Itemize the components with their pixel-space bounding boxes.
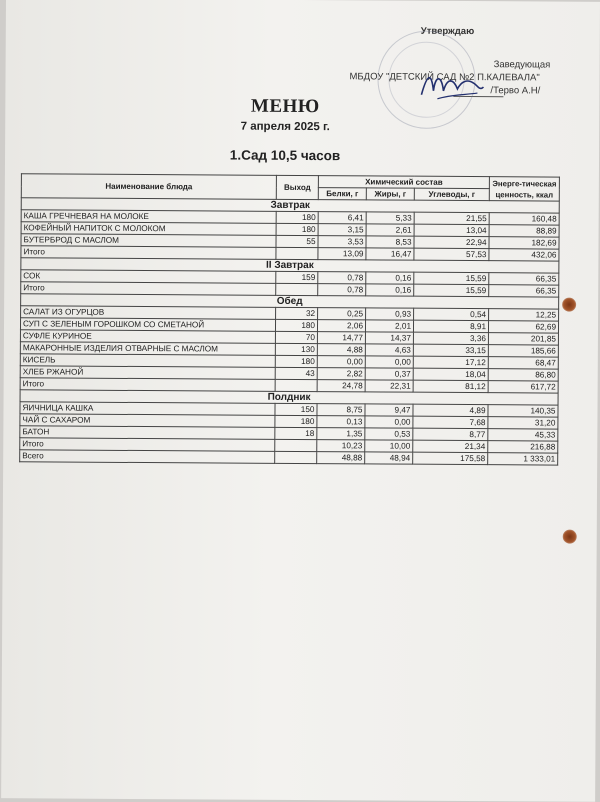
header-carbs: Углеводы, г <box>414 188 489 200</box>
stain-spot <box>562 298 576 312</box>
dish-name: КАША ГРЕЧНЕВАЯ НА МОЛОКЕ <box>21 210 276 224</box>
dish-output: 180 <box>276 223 318 235</box>
dish-carbs: 22,94 <box>414 236 489 248</box>
grand-total-carbs: 175,58 <box>413 452 488 464</box>
dish-carbs: 3,36 <box>413 332 488 344</box>
approval-title: Утверждаю <box>420 25 475 38</box>
dish-output: 180 <box>276 211 318 223</box>
stain-spot <box>563 530 577 544</box>
dish-name: СОК <box>21 270 276 284</box>
dish-fat: 2,01 <box>365 320 413 332</box>
menu-table <box>19 173 560 465</box>
dish-protein: 4,88 <box>317 344 365 356</box>
menu-sheet <box>1 0 600 802</box>
total-protein: 24,78 <box>317 380 365 392</box>
dish-fat: 14,37 <box>365 332 413 344</box>
dish-kcal: 66,35 <box>489 273 559 285</box>
total-protein: 10,23 <box>317 440 365 452</box>
dish-name: КОФЕЙНЫЙ НАПИТОК С МОЛОКОМ <box>21 222 276 236</box>
grand-total-row <box>20 450 558 465</box>
dish-kcal: 68,47 <box>488 357 558 369</box>
dish-protein: 0,13 <box>317 416 365 428</box>
total-output <box>276 247 318 259</box>
approval-block <box>346 20 576 97</box>
dish-carbs: 33,15 <box>413 344 488 356</box>
dish-protein: 3,15 <box>318 224 366 236</box>
dish-carbs: 8,77 <box>413 428 488 440</box>
dish-fat: 0,37 <box>365 368 413 380</box>
dish-name: ХЛЕБ РЖАНОЙ <box>20 366 275 380</box>
header-output: Выход <box>276 175 318 199</box>
approval-position: Заведующая <box>493 59 551 71</box>
total-fat: 0,16 <box>366 284 414 296</box>
grand-total-fat: 48,94 <box>365 452 413 464</box>
dish-protein: 1,35 <box>317 428 365 440</box>
dish-protein: 0,00 <box>317 356 365 368</box>
dish-kcal: 45,33 <box>488 429 558 441</box>
grand-total-protein: 48,88 <box>317 452 365 464</box>
dish-protein: 0,25 <box>318 308 366 320</box>
dish-name: САЛАТ ИЗ ОГУРЦОВ <box>21 306 276 320</box>
dish-protein: 6,41 <box>318 212 366 224</box>
total-output <box>276 283 318 295</box>
dish-carbs: 13,04 <box>414 224 489 236</box>
header-chem: Химический состав <box>318 176 489 189</box>
dish-kcal: 88,89 <box>489 225 559 237</box>
dish-fat: 0,53 <box>365 428 413 440</box>
dish-carbs: 21,55 <box>414 212 489 224</box>
dish-protein: 0,78 <box>318 272 366 284</box>
dish-output: 43 <box>275 367 317 379</box>
dish-kcal: 12,25 <box>489 309 559 321</box>
grand-total-label: Всего <box>20 450 275 464</box>
total-carbs: 15,59 <box>414 284 489 296</box>
menu-table-body <box>20 198 560 465</box>
dish-carbs: 17,12 <box>413 356 488 368</box>
dish-carbs: 4,89 <box>413 404 488 416</box>
dish-carbs: 18,04 <box>413 368 488 380</box>
page-title: МЕНЮ <box>250 95 320 118</box>
dish-kcal: 185,66 <box>488 345 558 357</box>
dish-output: 70 <box>275 331 317 343</box>
total-output <box>275 439 317 451</box>
dish-name: СУП С ЗЕЛЕНЫМ ГОРОШКОМ СО СМЕТАНОЙ <box>20 318 275 332</box>
dish-fat: 0,16 <box>366 272 414 284</box>
dish-fat: 4,63 <box>365 344 413 356</box>
total-label: Итого <box>20 378 275 392</box>
dish-fat: 0,00 <box>365 356 413 368</box>
section-title: II Завтрак <box>21 258 559 273</box>
approval-organization: МБДОУ "ДЕТСКИЙ САД №2 П.КАЛЕВАЛА" <box>349 71 540 84</box>
total-kcal: 617,72 <box>488 381 558 393</box>
dish-fat: 2,61 <box>366 224 414 236</box>
dish-name: СУФЛЕ КУРИНОЕ <box>20 330 275 344</box>
dish-output: 32 <box>276 307 318 319</box>
total-kcal: 216,88 <box>488 441 558 453</box>
approval-name: /Терво А.Н/ <box>490 85 541 97</box>
dish-fat: 0,93 <box>366 308 414 320</box>
total-kcal: 66,35 <box>489 285 559 297</box>
dish-kcal: 182,69 <box>489 237 559 249</box>
dish-output: 180 <box>275 319 317 331</box>
total-fat: 22,31 <box>365 380 413 392</box>
dish-kcal: 31,20 <box>488 417 558 429</box>
dish-kcal: 160,48 <box>489 213 559 225</box>
section-title: Завтрак <box>21 198 559 213</box>
dish-carbs: 8,91 <box>413 320 488 332</box>
total-label: Итого <box>21 246 276 260</box>
dish-name: ЯИЧНИЦА КАШКА <box>20 402 275 416</box>
grand-total-output <box>275 451 317 463</box>
dish-protein: 2,06 <box>317 320 365 332</box>
dish-protein: 2,82 <box>317 368 365 380</box>
dish-output: 159 <box>276 271 318 283</box>
dish-protein: 14,77 <box>317 332 365 344</box>
total-label: Итого <box>20 438 275 452</box>
header-fat: Жиры, г <box>366 188 414 200</box>
menu-date: 7 апреля 2025 г. <box>240 120 330 134</box>
dish-output: 180 <box>275 355 317 367</box>
dish-kcal: 62,69 <box>488 321 558 333</box>
dish-carbs: 15,59 <box>414 272 489 284</box>
total-protein: 13,09 <box>318 248 366 260</box>
dish-name: БУТЕРБРОД С МАСЛОМ <box>21 234 276 248</box>
dish-fat: 9,47 <box>365 404 413 416</box>
dish-carbs: 0,54 <box>414 308 489 320</box>
dish-fat: 5,33 <box>366 212 414 224</box>
dish-name: КИСЕЛЬ <box>20 354 275 368</box>
total-carbs: 21,34 <box>413 440 488 452</box>
dish-output: 150 <box>275 403 317 415</box>
dish-fat: 8,53 <box>366 236 414 248</box>
dish-name: БАТОН <box>20 426 275 440</box>
dish-fat: 0,00 <box>365 416 413 428</box>
dish-name: ЧАЙ С САХАРОМ <box>20 414 275 428</box>
header-protein: Белки, г <box>318 188 366 200</box>
total-output <box>275 379 317 391</box>
total-label: Итого <box>21 282 276 296</box>
dish-name: МАКАРОННЫЕ ИЗДЕЛИЯ ОТВАРНЫЕ С МАСЛОМ <box>20 342 275 356</box>
dish-kcal: 201,85 <box>488 333 558 345</box>
dish-output: 55 <box>276 235 318 247</box>
grand-total-kcal: 1 333,01 <box>488 453 558 465</box>
header-energy: Энерге-тическая ценность, ккал <box>489 177 559 201</box>
total-fat: 16,47 <box>366 248 414 260</box>
total-fat: 10,00 <box>365 440 413 452</box>
dish-carbs: 7,68 <box>413 416 488 428</box>
dish-kcal: 140,35 <box>488 405 558 417</box>
header-dish: Наименование блюда <box>21 174 276 200</box>
total-protein: 0,78 <box>318 284 366 296</box>
dish-output: 18 <box>275 427 317 439</box>
dish-output: 180 <box>275 415 317 427</box>
section-title: Обед <box>21 294 559 309</box>
section-title: Полдник <box>20 390 558 405</box>
dish-protein: 8,75 <box>317 404 365 416</box>
dish-output: 130 <box>275 343 317 355</box>
total-kcal: 432,06 <box>489 249 559 261</box>
dish-protein: 3,53 <box>318 236 366 248</box>
dish-kcal: 86,80 <box>488 369 558 381</box>
total-carbs: 57,53 <box>414 248 489 260</box>
group-title: 1.Сад 10,5 часов <box>229 147 341 164</box>
total-carbs: 81,12 <box>413 380 488 392</box>
